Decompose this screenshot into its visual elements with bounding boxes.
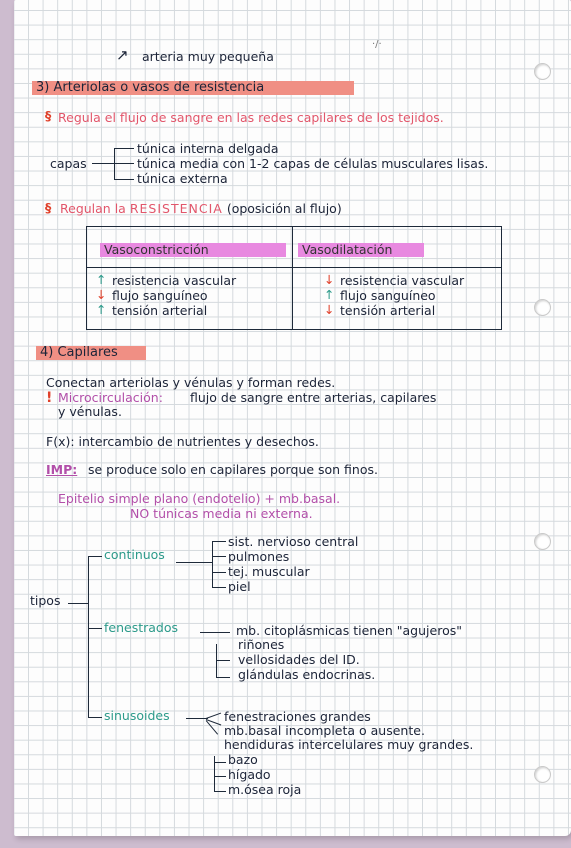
brace-tick bbox=[214, 776, 226, 777]
top-note: arteria muy pequeña bbox=[142, 49, 274, 64]
bullet2-key: RESISTENCIA bbox=[129, 201, 223, 216]
epitelio-line: Epitelio simple plano (endotelio) + mb.basal. bbox=[58, 491, 341, 506]
fenestrados-item: riñones bbox=[238, 637, 285, 652]
tree-branch bbox=[88, 717, 102, 718]
brace-tick bbox=[212, 572, 226, 573]
tipos-label: tipos bbox=[30, 593, 61, 608]
brace-vertical bbox=[212, 541, 213, 588]
binder-hole bbox=[534, 766, 551, 783]
no-tunicas-line: NO túnicas media ni externa. bbox=[130, 506, 313, 521]
imp-label: IMP: bbox=[46, 462, 78, 477]
tree-stem bbox=[68, 603, 88, 604]
table-cell: tensión arterial bbox=[112, 303, 208, 318]
arrow-down-icon: ↓ bbox=[324, 302, 335, 317]
arrow-up-icon: ↑ bbox=[96, 272, 107, 287]
continuos-item: pulmones bbox=[228, 549, 290, 564]
fenestrados-item: vellosidades del ID. bbox=[238, 652, 360, 667]
brace-tick bbox=[214, 791, 226, 792]
capa-item: túnica interna delgada bbox=[137, 141, 279, 156]
continuos-item: tej. muscular bbox=[228, 564, 310, 579]
arrow-up-icon: ↑ bbox=[96, 302, 107, 317]
fenestrados-item: glándulas endocrinas. bbox=[238, 667, 376, 682]
bullet-icon: § bbox=[45, 108, 52, 123]
brace-tick bbox=[212, 587, 226, 588]
exclamation-icon: ! bbox=[46, 390, 53, 406]
fenestrados-desc: mb. citoplásmicas tienen "agujeros" bbox=[236, 623, 462, 638]
table-cell: tensión arterial bbox=[340, 303, 436, 318]
microcirculacion-text: flujo de sangre entre arterias, capilares bbox=[190, 390, 437, 405]
arrow-up-icon: ↑ bbox=[324, 287, 335, 302]
tree-connector bbox=[186, 718, 208, 719]
arrow-down-icon: ↓ bbox=[96, 287, 107, 302]
table-cell: resistencia vascular bbox=[112, 273, 237, 288]
brace-tick bbox=[214, 762, 226, 763]
tree-trunk bbox=[88, 556, 89, 718]
fcx-line: F(x): intercambio de nutrientes y desechos. bbox=[46, 434, 319, 449]
brace-tick bbox=[212, 541, 226, 542]
microcirculacion-cont: y vénulas. bbox=[58, 404, 122, 419]
table-header-rule bbox=[86, 267, 502, 268]
table-header-vasodilatacion: Vasodilatación bbox=[298, 243, 424, 257]
capas-label: capas bbox=[50, 156, 87, 171]
brace-stem bbox=[92, 163, 114, 164]
capa-item: túnica media con 1-2 capas de células musculares lisas. bbox=[137, 156, 489, 171]
continuos-label: continuos bbox=[104, 547, 165, 562]
continuos-item: piel bbox=[228, 579, 251, 594]
table-header-vasoconstriccion: Vasoconstricción bbox=[100, 243, 286, 257]
brace-tick bbox=[212, 556, 226, 557]
margin-scribble: ·/· bbox=[372, 39, 382, 50]
bullet2-prefix: Regulan la bbox=[60, 201, 126, 216]
bullet-icon: § bbox=[45, 200, 52, 215]
continuos-item: sist. nervioso central bbox=[228, 534, 359, 549]
table-divider bbox=[292, 226, 293, 330]
tree-connector bbox=[176, 562, 212, 563]
capa-item: túnica externa bbox=[137, 171, 228, 186]
sinusoides-label: sinusoides bbox=[104, 708, 170, 723]
brace-tick bbox=[216, 660, 230, 661]
tree-branch bbox=[88, 628, 102, 629]
sinusoides-desc: mb.basal incompleta o ausente. bbox=[224, 723, 425, 738]
sinusoides-desc: hendiduras intercelulares muy grandes. bbox=[224, 737, 474, 752]
sinusoides-item: hígado bbox=[228, 767, 271, 782]
sinusoides-item: m.ósea roja bbox=[228, 782, 302, 797]
section3-bullet1: Regula el flujo de sangre en las redes capilares de los tejidos. bbox=[58, 110, 444, 125]
binder-hole bbox=[534, 63, 551, 80]
brace-tick bbox=[114, 163, 134, 164]
table-cell: flujo sanguíneo bbox=[112, 288, 208, 303]
tree-branch bbox=[88, 556, 102, 557]
sinusoides-item: bazo bbox=[228, 752, 258, 767]
arrow-down-icon: ↓ bbox=[324, 272, 335, 287]
section4-line1: Conectan arteriolas y vénulas y forman redes. bbox=[46, 375, 336, 390]
section4-heading: 4) Capilares bbox=[36, 346, 146, 360]
table-cell: flujo sanguíneo bbox=[340, 288, 436, 303]
section3-heading: 3) Arteriolas o vasos de resistencia bbox=[32, 81, 354, 95]
curved-arrow-icon: ↗ bbox=[116, 46, 129, 64]
brace-tick bbox=[216, 677, 230, 678]
imp-text: se produce solo en capilares porque son finos. bbox=[88, 462, 378, 477]
binder-hole bbox=[534, 533, 551, 550]
section3-bullet2 bbox=[60, 202, 342, 216]
fenestrados-label: fenestrados bbox=[104, 620, 179, 635]
tree-connector bbox=[200, 632, 230, 633]
sinusoides-desc: fenestraciones grandes bbox=[224, 709, 371, 724]
table-cell: resistencia vascular bbox=[340, 273, 465, 288]
bullet2-suffix: (oposición al flujo) bbox=[226, 201, 342, 216]
brace-tick bbox=[114, 148, 134, 149]
brace-tick bbox=[114, 179, 134, 180]
binder-hole bbox=[534, 299, 551, 316]
microcirculacion-label: Microcirculación: bbox=[58, 390, 163, 405]
